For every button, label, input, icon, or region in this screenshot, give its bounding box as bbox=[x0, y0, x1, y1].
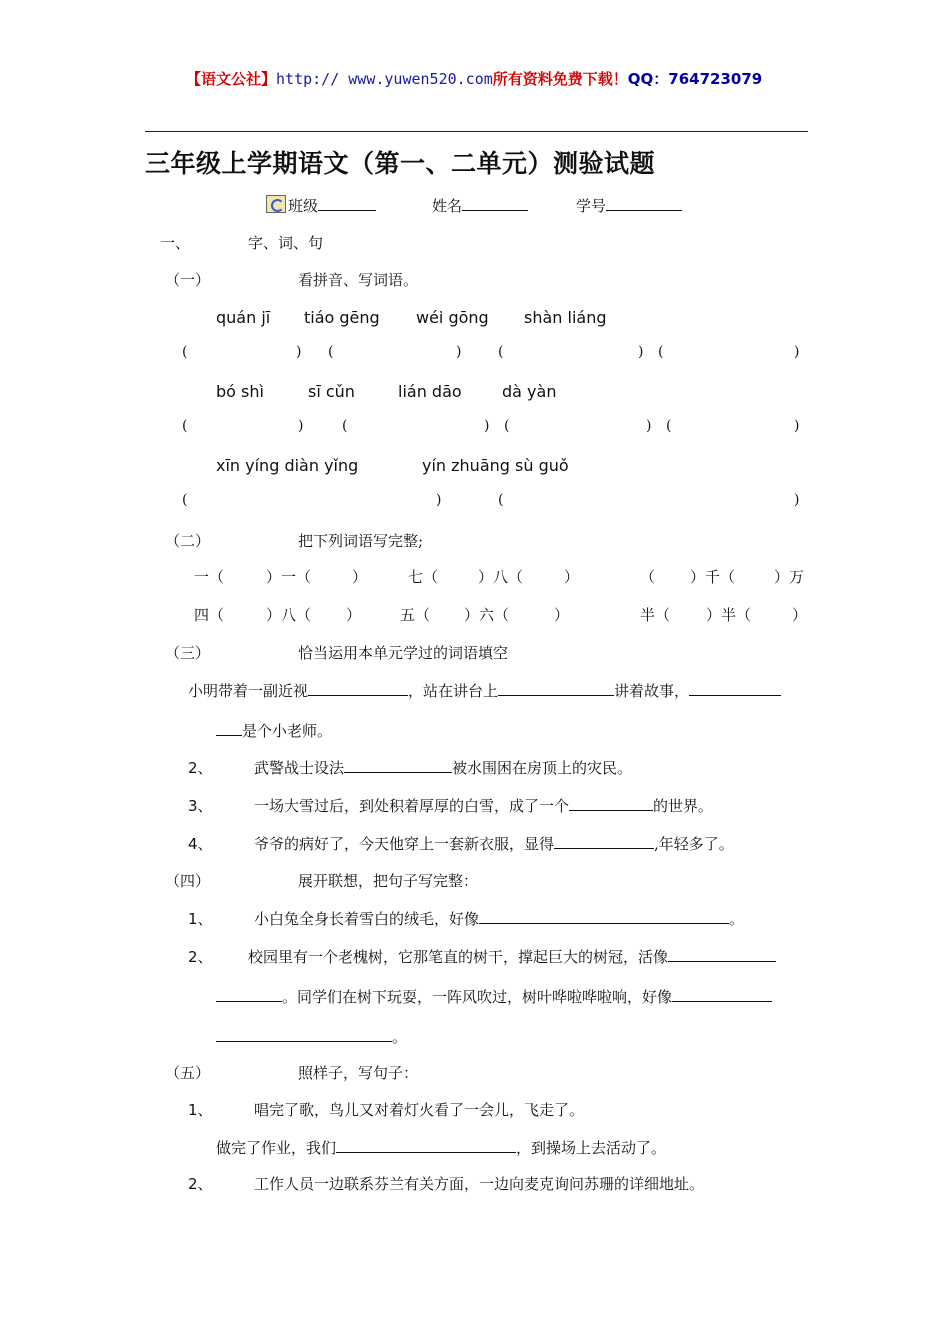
answer-paren[interactable]: ( bbox=[328, 344, 334, 360]
question-number: 1、 bbox=[188, 910, 213, 928]
site-header bbox=[186, 68, 762, 89]
answer-paren[interactable]: ( bbox=[182, 344, 188, 360]
section-number: 一、 bbox=[160, 234, 191, 252]
question-line bbox=[216, 720, 332, 741]
answer-paren[interactable]: ) bbox=[298, 418, 304, 434]
idiom-fragment: ）六（ bbox=[464, 606, 510, 624]
idiom-fragment: 七（ bbox=[408, 568, 439, 586]
refresh-icon bbox=[266, 195, 286, 213]
answer-paren[interactable]: ) bbox=[296, 344, 302, 360]
section-title: 字、词、句 bbox=[248, 234, 324, 252]
question-line bbox=[216, 1137, 666, 1158]
idiom-fragment: ）一（ bbox=[266, 568, 312, 586]
pinyin-item: quán jī bbox=[216, 308, 271, 327]
part-title: 恰当运用本单元学过的词语填空 bbox=[298, 644, 509, 662]
question-number: 3、 bbox=[188, 797, 213, 815]
part-title: 照样子，写句子： bbox=[298, 1064, 419, 1082]
blank-field[interactable] bbox=[479, 908, 729, 924]
blank-field[interactable] bbox=[689, 680, 781, 696]
idiom-fragment: ） bbox=[352, 568, 368, 586]
blank-field[interactable] bbox=[672, 986, 772, 1002]
blank-field[interactable] bbox=[668, 946, 776, 962]
blank-field[interactable] bbox=[216, 1026, 392, 1042]
idiom-fragment: ）千（ bbox=[690, 568, 736, 586]
answer-paren[interactable]: ) bbox=[456, 344, 462, 360]
page-title: 三年级上学期语文（第一、二单元）测验试题 bbox=[145, 149, 656, 178]
question-text: 。 bbox=[392, 1028, 408, 1046]
idiom-fragment: ） bbox=[564, 568, 580, 586]
blank-field[interactable] bbox=[344, 757, 452, 773]
question-text: 是个小老师。 bbox=[242, 722, 333, 740]
header-divider bbox=[145, 131, 808, 132]
student-info-row bbox=[266, 195, 376, 216]
part-number: （二） bbox=[165, 532, 211, 550]
blank-field[interactable] bbox=[336, 1137, 516, 1153]
question-line bbox=[216, 986, 772, 1007]
answer-paren[interactable]: ( bbox=[498, 492, 504, 508]
brand-name: 【语文公社】 bbox=[186, 70, 277, 88]
pinyin-item: sī cǔn bbox=[308, 382, 355, 401]
question-text: 做完了作业，我们 bbox=[216, 1139, 337, 1157]
idiom-fragment: ） bbox=[554, 606, 570, 624]
question-text: ，到操场上去活动了。 bbox=[516, 1139, 667, 1157]
question-text: 一场大雪过后，到处积着厚厚的白雪，成了一个 bbox=[254, 797, 570, 815]
question-number: 1、 bbox=[188, 1101, 213, 1119]
question-text: 小明带着一副近视 bbox=[188, 682, 309, 700]
question-line bbox=[254, 908, 744, 929]
pinyin-item: bó shì bbox=[216, 382, 264, 401]
question-text: 小白兔全身长着雪白的绒毛，好像 bbox=[254, 910, 480, 928]
number-group bbox=[576, 195, 682, 216]
question-text: 的世界。 bbox=[653, 797, 714, 815]
pinyin-item: xīn yíng diàn yǐng bbox=[216, 456, 359, 475]
question-line bbox=[216, 1026, 407, 1047]
question-number: 4、 bbox=[188, 835, 213, 853]
example-sentence: 唱完了歌，鸟儿又对着灯火看了一会儿，飞走了。 bbox=[254, 1101, 585, 1119]
idiom-fragment: 半（ bbox=[640, 606, 671, 624]
answer-paren[interactable]: ) bbox=[646, 418, 652, 434]
pinyin-item: yín zhuāng sù guǒ bbox=[422, 456, 569, 475]
blank-field[interactable] bbox=[216, 720, 242, 736]
answer-paren[interactable]: ( bbox=[666, 418, 672, 434]
idiom-fragment: ） bbox=[346, 606, 362, 624]
answer-paren[interactable]: ) bbox=[436, 492, 442, 508]
number-label: 学号 bbox=[576, 197, 607, 215]
name-group bbox=[432, 195, 528, 216]
pinyin-item: tiáo gēng bbox=[304, 308, 380, 327]
answer-paren[interactable]: ) bbox=[794, 492, 800, 508]
pinyin-item: dà yàn bbox=[502, 382, 557, 401]
question-line bbox=[254, 795, 713, 816]
question-number: 2、 bbox=[188, 1175, 213, 1193]
answer-paren[interactable]: ) bbox=[794, 344, 800, 360]
download-slogan: 所有资料免费下载！ bbox=[492, 70, 628, 88]
part-number: （四） bbox=[165, 872, 211, 890]
qq-contact: QQ：764723079 bbox=[627, 70, 763, 88]
question-text: ,年轻多了。 bbox=[654, 835, 734, 853]
answer-paren[interactable]: ) bbox=[794, 418, 800, 434]
blank-field[interactable] bbox=[569, 795, 653, 811]
answer-paren[interactable]: ( bbox=[504, 418, 510, 434]
question-text: ，站在讲台上 bbox=[408, 682, 499, 700]
blank-field[interactable] bbox=[216, 986, 282, 1002]
blank-field[interactable] bbox=[498, 680, 614, 696]
answer-paren[interactable]: ) bbox=[638, 344, 644, 360]
idiom-fragment: 一（ bbox=[194, 568, 225, 586]
example-sentence: 工作人员一边联系芬兰有关方面，一边向麦克询问苏珊的详细地址。 bbox=[254, 1175, 705, 1193]
part-number: （一） bbox=[165, 271, 211, 289]
question-text: 武警战士设法 bbox=[254, 759, 345, 777]
answer-paren[interactable]: ( bbox=[182, 418, 188, 434]
question-text: 校园里有一个老槐树，它那笔直的树干，撑起巨大的树冠，活像 bbox=[248, 948, 669, 966]
question-number: 2、 bbox=[188, 948, 213, 966]
part-title: 把下列词语写完整; bbox=[298, 532, 424, 550]
idiom-fragment: ）半（ bbox=[706, 606, 752, 624]
part-number: （三） bbox=[165, 644, 211, 662]
idiom-fragment: 五（ bbox=[400, 606, 431, 624]
part-title: 看拼音、写词语。 bbox=[298, 271, 419, 289]
idiom-fragment: 四（ bbox=[194, 606, 225, 624]
idiom-fragment: ）八（ bbox=[478, 568, 524, 586]
idiom-fragment: ）八（ bbox=[266, 606, 312, 624]
idiom-fragment: （ bbox=[640, 568, 656, 586]
blank-field[interactable] bbox=[308, 680, 408, 696]
question-text: 被水围困在房顶上的灾民。 bbox=[452, 759, 633, 777]
question-line bbox=[254, 757, 632, 778]
answer-paren[interactable]: ) bbox=[484, 418, 490, 434]
pinyin-item: shàn liáng bbox=[524, 308, 607, 327]
question-text: 。同学们在树下玩耍，一阵风吹过，树叶哗啦哗啦响，好像 bbox=[282, 988, 673, 1006]
answer-paren[interactable]: ( bbox=[498, 344, 504, 360]
pinyin-item: lián dāo bbox=[398, 382, 462, 401]
idiom-fragment: ）万 bbox=[774, 568, 805, 586]
class-label: 班级 bbox=[288, 197, 319, 215]
idiom-fragment: ） bbox=[792, 606, 808, 624]
question-line bbox=[188, 680, 781, 701]
pinyin-item: wéi gōng bbox=[416, 308, 489, 327]
name-field[interactable] bbox=[462, 195, 528, 211]
name-label: 姓名 bbox=[432, 197, 463, 215]
question-text: 。 bbox=[729, 910, 745, 928]
question-line bbox=[248, 946, 776, 967]
question-line bbox=[254, 833, 734, 854]
answer-paren[interactable]: ( bbox=[342, 418, 348, 434]
blank-field[interactable] bbox=[554, 833, 654, 849]
question-number: 2、 bbox=[188, 759, 213, 777]
site-url[interactable]: http:// www.yuwen520.com bbox=[276, 70, 493, 88]
answer-paren[interactable]: ( bbox=[182, 492, 188, 508]
number-field[interactable] bbox=[606, 195, 682, 211]
question-text: 爷爷的病好了，今天他穿上一套新衣服，显得 bbox=[254, 835, 555, 853]
answer-paren[interactable]: ( bbox=[658, 344, 664, 360]
part-number: （五） bbox=[165, 1064, 211, 1082]
question-text: 讲着故事， bbox=[614, 682, 690, 700]
class-field[interactable] bbox=[318, 195, 376, 211]
part-title: 展开联想，把句子写完整： bbox=[298, 872, 479, 890]
